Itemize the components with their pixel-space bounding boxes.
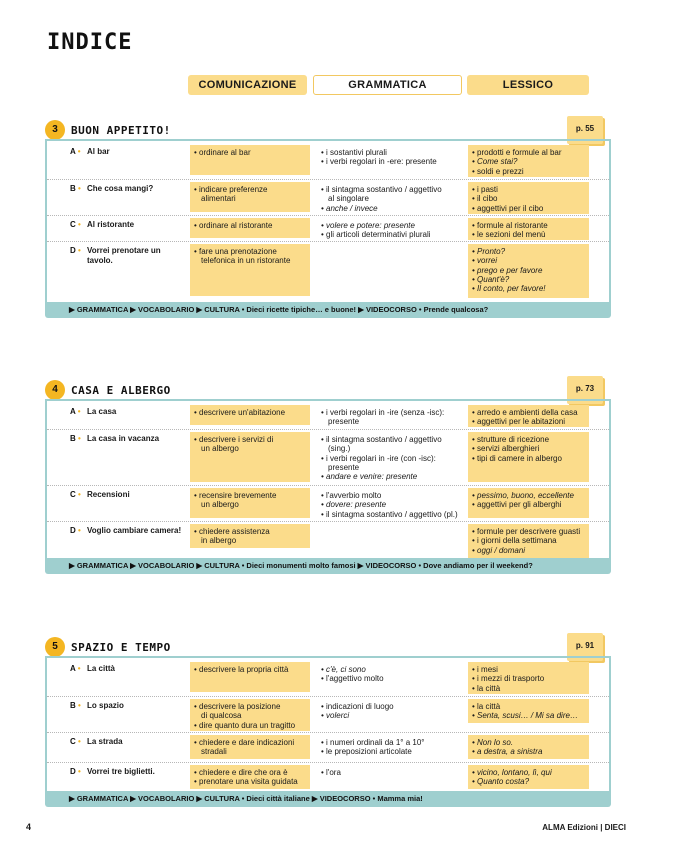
row-letter: D • bbox=[70, 767, 81, 776]
row-label: Voglio cambiare camera! bbox=[87, 526, 182, 535]
unit-number: 4 bbox=[45, 380, 65, 400]
row-label: Al ristorante bbox=[87, 220, 135, 229]
row-letter: C • bbox=[70, 490, 81, 499]
comunicazione-cell: • fare una prenotazione telefonica in un ristorante bbox=[190, 244, 310, 296]
unit-footer[interactable]: ▶ GRAMMATICA ▶ VOCABOLARIO ▶ CULTURA • Dieci monumenti molto famosi ▶ VIDEOCORSO • Dove andiamo per il weekend? bbox=[45, 558, 611, 574]
row-letter: B • bbox=[70, 434, 81, 443]
lessico-cell: • formule al ristorante • le sezioni del menù bbox=[468, 218, 589, 240]
row-letter: D • bbox=[70, 246, 81, 255]
row-label: Lo spazio bbox=[87, 701, 124, 710]
row-label: La casa in vacanza bbox=[87, 434, 160, 443]
comunicazione-cell: • descrivere la propria città bbox=[190, 662, 310, 692]
unit-3 bbox=[45, 120, 611, 318]
lessico-cell: • i mesi • i mezzi di trasporto • la città bbox=[468, 662, 589, 694]
unit-row bbox=[47, 241, 609, 300]
lessico-cell: • i pasti • il cibo • aggettivi per il cibo bbox=[468, 182, 589, 214]
row-letter: A • bbox=[70, 664, 81, 673]
row-letter: A • bbox=[70, 407, 81, 416]
unit-row bbox=[47, 485, 609, 522]
grammatica-cell: • l'avverbio molto • dovere: presente • il sintagma sostantivo / aggettivo (pl.) bbox=[321, 491, 458, 519]
grammatica-cell: • il sintagma sostantivo / aggettivo al singolare • anche / invece bbox=[321, 185, 442, 213]
unit-body bbox=[45, 401, 611, 562]
unit-row bbox=[47, 732, 609, 763]
lessico-cell: • formule per descrivere guasti • i giorni della settimana • oggi / domani bbox=[468, 524, 589, 558]
unit-row bbox=[47, 143, 609, 179]
unit-body bbox=[45, 141, 611, 302]
unit-row bbox=[47, 403, 609, 429]
grammatica-cell: • il sintagma sostantivo / aggettivo (sing.) • i verbi regolari in -ire (con -isc): presente • andare e venire: presente bbox=[321, 435, 442, 482]
grammatica-cell: • i numeri ordinali da 1° a 10° • le preposizioni articolate bbox=[321, 738, 425, 757]
lessico-cell: • Pronto? • vorrei • prego e per favore • Quant'è? • Il conto, per favore! bbox=[468, 244, 589, 298]
unit-row bbox=[47, 521, 609, 560]
grammatica-cell: • i verbi regolari in -ire (senza -isc): presente bbox=[321, 408, 445, 427]
row-label: Al bar bbox=[87, 147, 110, 156]
column-header-lessico: LESSICO bbox=[467, 75, 589, 95]
comunicazione-cell: • chiedere e dire che ora è • prenotare una visita guidata bbox=[190, 765, 310, 789]
page-number: 4 bbox=[26, 822, 32, 832]
comunicazione-cell: • recensire brevemente un albergo bbox=[190, 488, 310, 518]
page-tag[interactable]: p. 91 bbox=[567, 633, 603, 661]
unit-title: SPAZIO E TEMPO bbox=[71, 641, 171, 654]
comunicazione-cell: • descrivere la posizione di qualcosa • dire quanto dura un tragitto bbox=[190, 699, 310, 731]
row-label: Recensioni bbox=[87, 490, 130, 499]
row-label: Vorrei tre biglietti. bbox=[87, 767, 155, 776]
column-header-grammatica: GRAMMATICA bbox=[313, 75, 462, 95]
comunicazione-cell: • ordinare al bar bbox=[190, 145, 310, 175]
row-letter: B • bbox=[70, 184, 81, 193]
row-label: La strada bbox=[87, 737, 123, 746]
unit-title: BUON APPETITO! bbox=[71, 124, 171, 137]
row-letter: B • bbox=[70, 701, 81, 710]
comunicazione-cell: • ordinare al ristorante bbox=[190, 218, 310, 238]
page-tag[interactable]: p. 55 bbox=[567, 116, 603, 144]
unit-title: CASA E ALBERGO bbox=[71, 384, 171, 397]
unit-footer[interactable]: ▶ GRAMMATICA ▶ VOCABOLARIO ▶ CULTURA • Dieci città italiane ▶ VIDEOCORSO • Mamma mia! bbox=[45, 791, 611, 807]
column-header-comunicazione: COMUNICAZIONE bbox=[188, 75, 307, 95]
row-label: Vorrei prenotare un tavolo. bbox=[87, 246, 161, 265]
unit-number: 3 bbox=[45, 120, 65, 140]
row-letter: C • bbox=[70, 737, 81, 746]
lessico-cell: • vicino, lontano, lì, qui • Quanto costa? bbox=[468, 765, 589, 789]
row-letter: D • bbox=[70, 526, 81, 535]
comunicazione-cell: • chiedere assistenza in albergo bbox=[190, 524, 310, 548]
grammatica-cell: • indicazioni di luogo • volerci bbox=[321, 702, 394, 721]
row-label: La città bbox=[87, 664, 116, 673]
lessico-cell: • Non lo so. • a destra, a sinistra bbox=[468, 735, 589, 759]
grammatica-cell: • c'è, ci sono • l'aggettivo molto bbox=[321, 665, 384, 684]
comunicazione-cell: • descrivere i servizi di un albergo bbox=[190, 432, 310, 482]
lessico-cell: • pessimo, buono, eccellente • aggettivi per gli alberghi bbox=[468, 488, 589, 518]
page-tag[interactable]: p. 73 bbox=[567, 376, 603, 404]
unit-row bbox=[47, 179, 609, 216]
publisher-brand: ALMA Edizioni | DIECI bbox=[542, 823, 626, 832]
unit-5 bbox=[45, 637, 611, 807]
row-letter: A • bbox=[70, 147, 81, 156]
grammatica-cell: • volere e potere: presente • gli articoli determinativi plurali bbox=[321, 221, 431, 240]
unit-row bbox=[47, 762, 609, 791]
lessico-cell: • la città • Senta, scusi… / Mi sa dire… bbox=[468, 699, 589, 723]
row-label: La casa bbox=[87, 407, 117, 416]
comunicazione-cell: • descrivere un'abitazione bbox=[190, 405, 310, 425]
lessico-cell: • strutture di ricezione • servizi alberghieri • tipi di camere in albergo bbox=[468, 432, 589, 482]
unit-number: 5 bbox=[45, 637, 65, 657]
page-title: INDICE bbox=[47, 30, 133, 55]
unit-footer[interactable]: ▶ GRAMMATICA ▶ VOCABOLARIO ▶ CULTURA • Dieci ricette tipiche… e buone! ▶ VIDEOCORSO • Prende qualcosa? bbox=[45, 302, 611, 318]
row-letter: C • bbox=[70, 220, 81, 229]
unit-row bbox=[47, 660, 609, 696]
lessico-cell: • arredo e ambienti della casa • aggettivi per le abitazioni bbox=[468, 405, 589, 427]
unit-row bbox=[47, 215, 609, 242]
row-label: Che cosa mangi? bbox=[87, 184, 154, 193]
comunicazione-cell: • chiedere e dare indicazioni stradali bbox=[190, 735, 310, 759]
grammatica-cell: • i sostantivi plurali • i verbi regolari in -ere: presente bbox=[321, 148, 437, 167]
comunicazione-cell: • indicare preferenze alimentari bbox=[190, 182, 310, 212]
unit-row bbox=[47, 429, 609, 486]
unit-4 bbox=[45, 380, 611, 575]
unit-body bbox=[45, 658, 611, 791]
unit-row bbox=[47, 696, 609, 733]
lessico-cell: • prodotti e formule al bar • Come stai? • soldi e prezzi bbox=[468, 145, 589, 177]
grammatica-cell: • l'ora bbox=[321, 768, 341, 777]
